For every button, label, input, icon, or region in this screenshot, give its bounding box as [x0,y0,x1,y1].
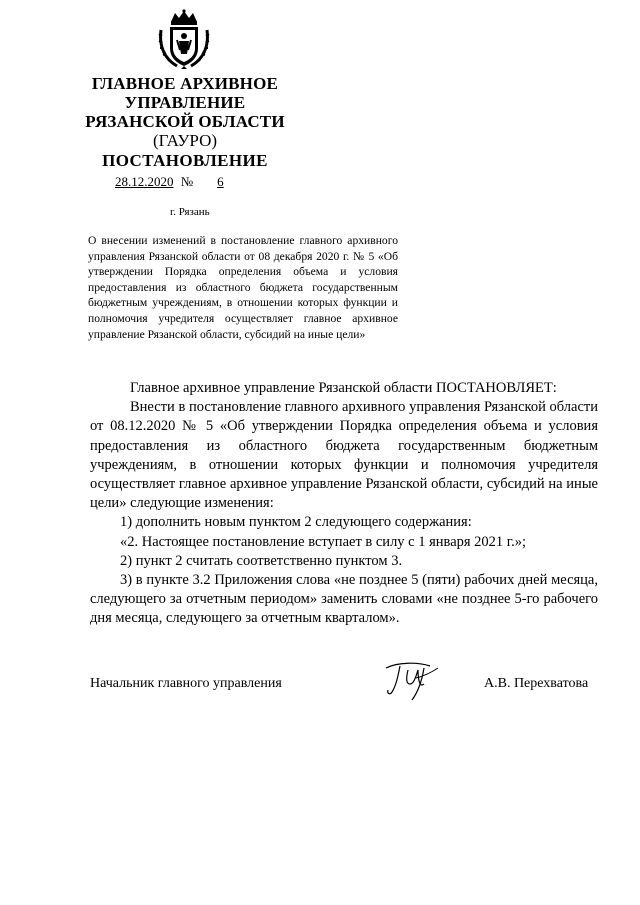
body-paragraph-5: 2) пункт 2 считать соответственно пунктом 3. [120,552,403,569]
org-name-line-3: РЯЗАНСКОЙ ОБЛАСТИ [85,112,285,131]
signatory-name: А.В. Перехватова [484,676,589,691]
document-number: 6 [217,174,224,189]
body-paragraph-1: Главное архивное управление Рязанской области ПОСТАНОВЛЯЕТ: [130,380,557,396]
handwritten-signature-icon [378,658,448,702]
org-name-line-2: УПРАВЛЕНИЕ [124,93,246,112]
org-name-line-1: ГЛАВНОЕ АРХИВНОЕ [91,74,279,93]
body-paragraph-3: 1) дополнить новым пунктом 2 следующего содержания: [120,514,472,531]
body-paragraph-4: «2. Настоящее постановление вступает в силу с 1 января 2021 г.»; [120,533,527,550]
document-type-title: ПОСТАНОВЛЕНИЕ [102,151,268,170]
body-paragraph-2: Внести в постановление главного архивного управления Рязанской области от 08.12.2020 № 5 «Об утверждении Порядка определения объема и условия предоставления из областного бюджета государственным бюджетным учреждениям, в отношении которых функции и полномочия учредителя осуществляет главное архивное управление Рязанской области, субсидий на иные цели» следующие изменения: [90,399,598,512]
document-date: 28.12.2020 [115,174,174,189]
body-paragraph-6: 3) в пункте 3.2 Приложения слова «не позднее 5 (пяти) рабочих дней месяца, следующего за отчетным периодом» заменить словами «не позднее 5-го рабочего дня месяца, следующего за отчетным кварталом». [90,572,598,627]
signatory-title: Начальник главного управления [90,676,282,691]
document-header [60,74,310,171]
number-sign: № [180,174,194,189]
document-body [90,379,598,629]
org-abbreviation: (ГАУРО) [152,131,218,150]
coat-of-arms-icon [157,8,211,70]
document-subject: О внесении изменений в постановление главного архивного управления Рязанской области от 08 декабря 2020 г. № 5 «Об утверждении Порядка определения объема и условия предоставления из областного бюджета государственным бюджетным учреждениям, в отношении которых функции и полномочия учредителя осуществляет главное архивное управление Рязанской области, субсидий на иные цели» [88,234,398,341]
date-number-line [115,174,240,190]
city-label: г. Рязань [170,206,210,218]
